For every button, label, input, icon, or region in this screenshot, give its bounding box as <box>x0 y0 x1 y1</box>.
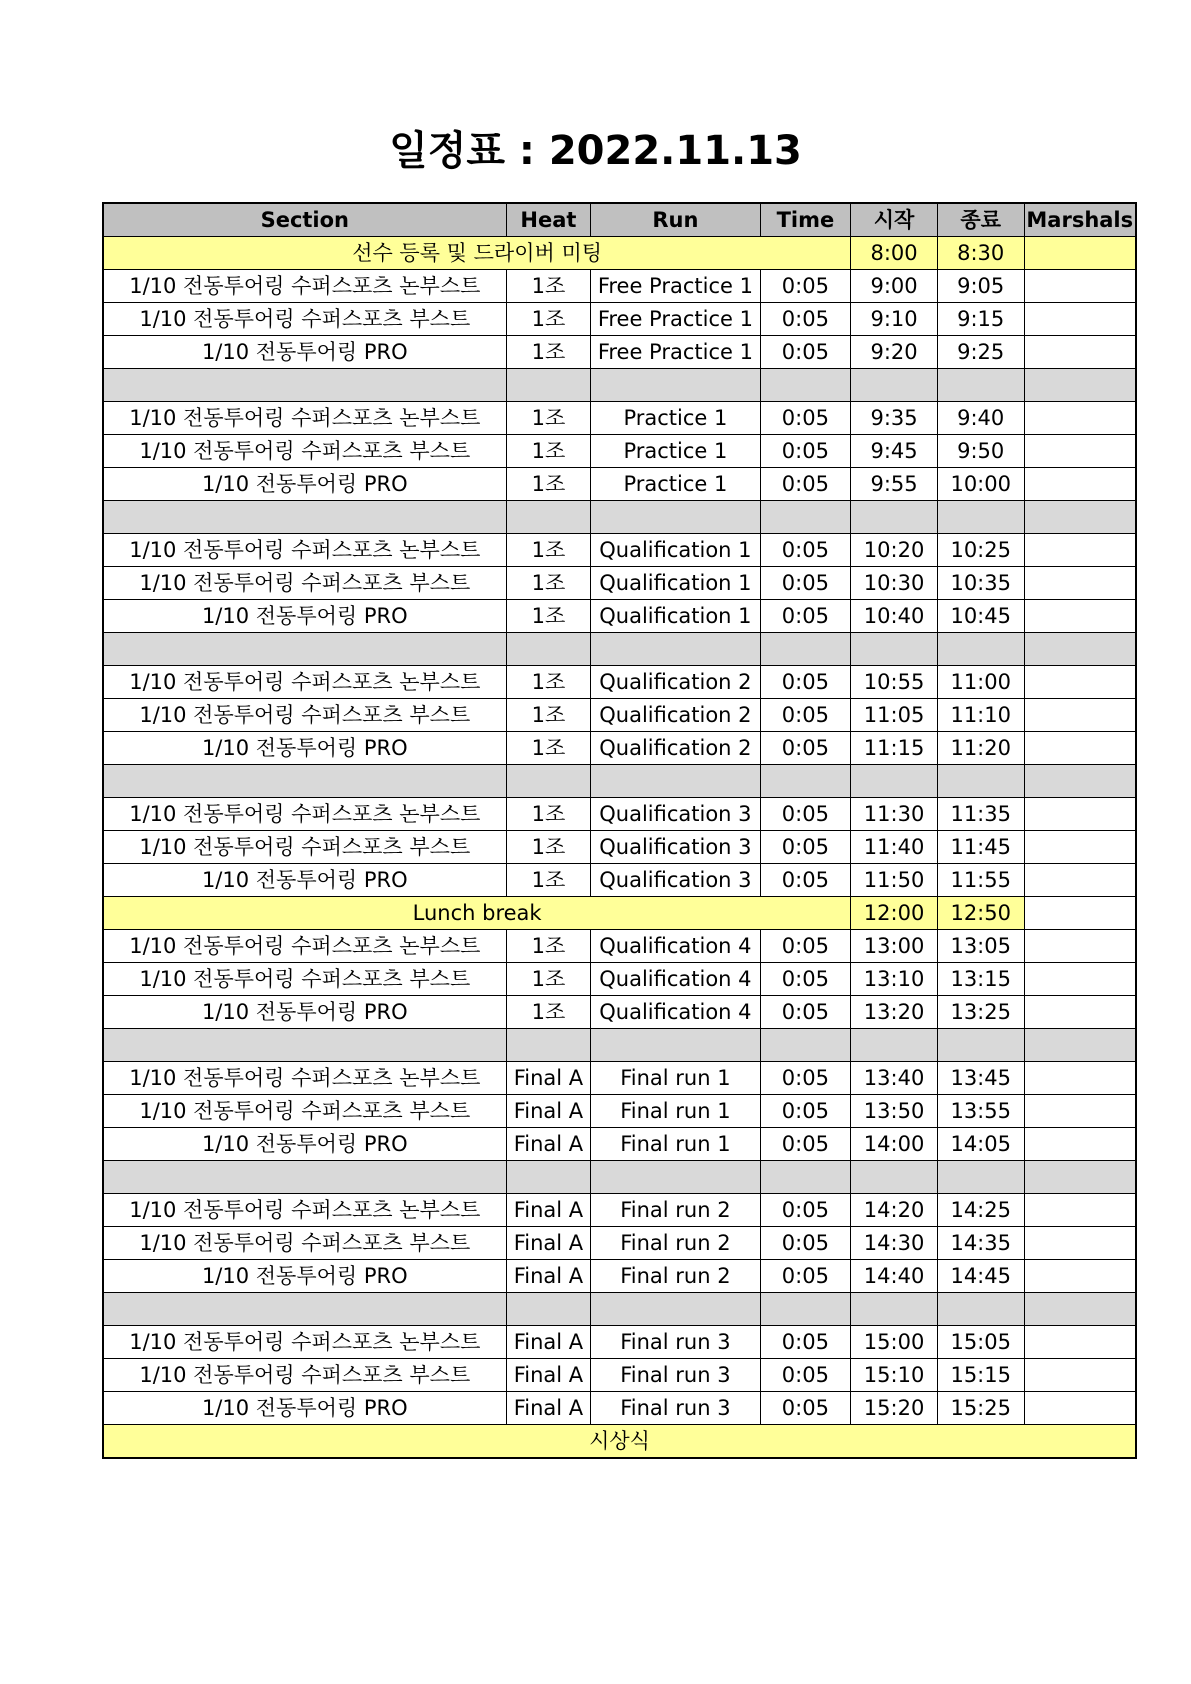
cell-run: Free Practice 1 <box>591 303 760 336</box>
cell-marshals <box>1024 1227 1136 1260</box>
cell-marshals <box>1024 336 1136 369</box>
cell-start: 11:05 <box>851 699 938 732</box>
cell-time: 0:05 <box>760 1128 851 1161</box>
cell-time: 0:05 <box>760 468 851 501</box>
separator-row <box>103 1029 1136 1062</box>
cell-run: Qualification 2 <box>591 666 760 699</box>
cell-start: 14:20 <box>851 1194 938 1227</box>
cell-time: 0:05 <box>760 402 851 435</box>
cell-end: 15:05 <box>937 1326 1024 1359</box>
cell-section: 1/10 전동투어링 수퍼스포츠 논부스트 <box>103 1062 506 1095</box>
cell-section: 1/10 전동투어링 PRO <box>103 468 506 501</box>
separator-cell <box>103 1293 506 1326</box>
table-row <box>103 270 1136 303</box>
separator-cell <box>591 501 760 534</box>
separator-cell <box>937 633 1024 666</box>
cell-run: Final run 3 <box>591 1326 760 1359</box>
table-row <box>103 435 1136 468</box>
separator-cell <box>760 501 851 534</box>
award-row <box>103 1425 1136 1459</box>
cell-end: 9:50 <box>937 435 1024 468</box>
table-row <box>103 1194 1136 1227</box>
cell-end: 11:45 <box>937 831 1024 864</box>
separator-cell <box>103 1161 506 1194</box>
cell-time: 0:05 <box>760 1260 851 1293</box>
cell-end: 10:25 <box>937 534 1024 567</box>
separator-cell <box>506 1161 591 1194</box>
cell-section: 1/10 전동투어링 수퍼스포츠 부스트 <box>103 303 506 336</box>
cell-heat: 1조 <box>506 666 591 699</box>
cell-time: 0:05 <box>760 600 851 633</box>
separator-cell <box>506 1029 591 1062</box>
cell-time: 0:05 <box>760 534 851 567</box>
cell-heat: Final A <box>506 1326 591 1359</box>
cell-section: 1/10 전동투어링 수퍼스포츠 논부스트 <box>103 270 506 303</box>
table-row <box>103 468 1136 501</box>
separator-cell <box>851 1293 938 1326</box>
cell-start: 13:00 <box>851 930 938 963</box>
cell-start: 10:20 <box>851 534 938 567</box>
cell-marshals <box>1024 270 1136 303</box>
cell-marshals <box>1024 732 1136 765</box>
cell-marshals <box>1024 666 1136 699</box>
cell-section: 1/10 전동투어링 PRO <box>103 600 506 633</box>
cell-section: 1/10 전동투어링 수퍼스포츠 부스트 <box>103 699 506 732</box>
separator-cell <box>1024 1161 1136 1194</box>
table-row <box>103 1359 1136 1392</box>
cell-marshals <box>1024 798 1136 831</box>
table-row <box>103 732 1136 765</box>
cell-start: 9:45 <box>851 435 938 468</box>
cell-start: 11:15 <box>851 732 938 765</box>
cell-time: 0:05 <box>760 699 851 732</box>
cell-run: Final run 2 <box>591 1194 760 1227</box>
table-row <box>103 831 1136 864</box>
cell-run: Final run 2 <box>591 1227 760 1260</box>
cell-marshals <box>1024 1392 1136 1425</box>
cell-section: 1/10 전동투어링 수퍼스포츠 부스트 <box>103 963 506 996</box>
separator-row <box>103 765 1136 798</box>
cell-heat: Final A <box>506 1128 591 1161</box>
cell-end: 11:00 <box>937 666 1024 699</box>
cell-heat: Final A <box>506 1062 591 1095</box>
table-row <box>103 864 1136 897</box>
cell-run: Qualification 2 <box>591 732 760 765</box>
cell-heat: Final A <box>506 1194 591 1227</box>
table-row <box>103 1227 1136 1260</box>
cell-heat: 1조 <box>506 996 591 1029</box>
table-row <box>103 1128 1136 1161</box>
cell-end: 15:15 <box>937 1359 1024 1392</box>
cell-end: 9:05 <box>937 270 1024 303</box>
cell-end: 10:35 <box>937 567 1024 600</box>
cell-marshals <box>1024 996 1136 1029</box>
cell-heat: Final A <box>506 1260 591 1293</box>
separator-cell <box>591 1029 760 1062</box>
cell-marshals <box>1024 864 1136 897</box>
separator-cell <box>103 369 506 402</box>
separator-cell <box>937 1293 1024 1326</box>
separator-cell <box>851 369 938 402</box>
cell-time: 0:05 <box>760 567 851 600</box>
cell-time: 0:05 <box>760 864 851 897</box>
cell-heat: Final A <box>506 1227 591 1260</box>
cell-section: 1/10 전동투어링 수퍼스포츠 부스트 <box>103 1227 506 1260</box>
separator-cell <box>1024 1293 1136 1326</box>
separator-cell <box>937 765 1024 798</box>
cell-section: 1/10 전동투어링 수퍼스포츠 논부스트 <box>103 1194 506 1227</box>
table-row <box>103 402 1136 435</box>
cell-run: Qualification 1 <box>591 600 760 633</box>
header-end: 종료 <box>937 203 1024 237</box>
cell-run: Final run 1 <box>591 1062 760 1095</box>
cell-run: Qualification 4 <box>591 963 760 996</box>
table-row <box>103 1326 1136 1359</box>
cell-run: Practice 1 <box>591 435 760 468</box>
cell-heat: 1조 <box>506 435 591 468</box>
cell-start: 10:40 <box>851 600 938 633</box>
cell-marshals <box>1024 567 1136 600</box>
header-marshals: Marshals <box>1024 203 1136 237</box>
separator-cell <box>506 369 591 402</box>
cell-start: 9:55 <box>851 468 938 501</box>
separator-row <box>103 369 1136 402</box>
separator-cell <box>103 1029 506 1062</box>
cell-end: 13:45 <box>937 1062 1024 1095</box>
cell-start: 10:30 <box>851 567 938 600</box>
cell-run: Qualification 1 <box>591 534 760 567</box>
cell-end: 13:55 <box>937 1095 1024 1128</box>
separator-cell <box>506 1293 591 1326</box>
separator-cell <box>506 633 591 666</box>
lunch-start: 12:00 <box>851 897 938 930</box>
cell-heat: 1조 <box>506 567 591 600</box>
cell-end: 15:25 <box>937 1392 1024 1425</box>
cell-run: Final run 2 <box>591 1260 760 1293</box>
cell-start: 13:10 <box>851 963 938 996</box>
registration-row <box>103 237 1136 270</box>
table-row <box>103 336 1136 369</box>
table-row <box>103 600 1136 633</box>
cell-end: 13:05 <box>937 930 1024 963</box>
cell-run: Qualification 3 <box>591 798 760 831</box>
cell-heat: 1조 <box>506 270 591 303</box>
cell-section: 1/10 전동투어링 수퍼스포츠 부스트 <box>103 1359 506 1392</box>
cell-time: 0:05 <box>760 1392 851 1425</box>
cell-marshals <box>1024 1326 1136 1359</box>
cell-marshals <box>1024 1128 1136 1161</box>
separator-cell <box>103 633 506 666</box>
cell-run: Free Practice 1 <box>591 336 760 369</box>
cell-marshals <box>1024 303 1136 336</box>
cell-run: Free Practice 1 <box>591 270 760 303</box>
cell-start: 11:30 <box>851 798 938 831</box>
cell-marshals <box>1024 699 1136 732</box>
cell-start: 14:40 <box>851 1260 938 1293</box>
cell-time: 0:05 <box>760 1227 851 1260</box>
cell-heat: 1조 <box>506 699 591 732</box>
cell-start: 9:20 <box>851 336 938 369</box>
cell-heat: 1조 <box>506 600 591 633</box>
separator-cell <box>760 765 851 798</box>
cell-end: 13:25 <box>937 996 1024 1029</box>
cell-section: 1/10 전동투어링 수퍼스포츠 부스트 <box>103 831 506 864</box>
cell-start: 15:10 <box>851 1359 938 1392</box>
separator-row <box>103 1293 1136 1326</box>
cell-end: 11:55 <box>937 864 1024 897</box>
cell-end: 14:35 <box>937 1227 1024 1260</box>
cell-section: 1/10 전동투어링 PRO <box>103 864 506 897</box>
cell-section: 1/10 전동투어링 수퍼스포츠 논부스트 <box>103 534 506 567</box>
cell-start: 10:55 <box>851 666 938 699</box>
cell-time: 0:05 <box>760 666 851 699</box>
separator-cell <box>937 369 1024 402</box>
cell-time: 0:05 <box>760 1194 851 1227</box>
cell-heat: Final A <box>506 1095 591 1128</box>
separator-cell <box>760 369 851 402</box>
cell-section: 1/10 전동투어링 수퍼스포츠 부스트 <box>103 435 506 468</box>
schedule-table <box>102 202 1137 1459</box>
cell-time: 0:05 <box>760 798 851 831</box>
lunch-end: 12:50 <box>937 897 1024 930</box>
table-row <box>103 567 1136 600</box>
cell-heat: 1조 <box>506 930 591 963</box>
cell-time: 0:05 <box>760 831 851 864</box>
cell-time: 0:05 <box>760 435 851 468</box>
header-row <box>103 203 1136 237</box>
header-time: Time <box>760 203 851 237</box>
lunch-label: Lunch break <box>103 897 851 930</box>
cell-section: 1/10 전동투어링 수퍼스포츠 논부스트 <box>103 666 506 699</box>
cell-run: Qualification 3 <box>591 864 760 897</box>
registration-marshals <box>1024 237 1136 270</box>
cell-run: Qualification 4 <box>591 930 760 963</box>
cell-run: Practice 1 <box>591 468 760 501</box>
lunch-marshals <box>1024 897 1136 930</box>
cell-section: 1/10 전동투어링 수퍼스포츠 논부스트 <box>103 402 506 435</box>
cell-time: 0:05 <box>760 1095 851 1128</box>
header-run: Run <box>591 203 760 237</box>
page-title: 일정표 : 2022.11.13 <box>389 128 802 174</box>
table-row <box>103 996 1136 1029</box>
cell-heat: 1조 <box>506 798 591 831</box>
cell-section: 1/10 전동투어링 PRO <box>103 1260 506 1293</box>
cell-heat: 1조 <box>506 303 591 336</box>
cell-heat: 1조 <box>506 831 591 864</box>
table-row <box>103 963 1136 996</box>
cell-time: 0:05 <box>760 303 851 336</box>
header-heat: Heat <box>506 203 591 237</box>
cell-marshals <box>1024 468 1136 501</box>
cell-time: 0:05 <box>760 1359 851 1392</box>
separator-cell <box>591 633 760 666</box>
cell-end: 14:25 <box>937 1194 1024 1227</box>
cell-heat: Final A <box>506 1392 591 1425</box>
cell-run: Qualification 4 <box>591 996 760 1029</box>
header-start: 시작 <box>851 203 938 237</box>
cell-end: 10:00 <box>937 468 1024 501</box>
cell-end: 14:05 <box>937 1128 1024 1161</box>
cell-start: 9:35 <box>851 402 938 435</box>
separator-cell <box>103 765 506 798</box>
cell-heat: 1조 <box>506 534 591 567</box>
cell-marshals <box>1024 1194 1136 1227</box>
separator-cell <box>760 1293 851 1326</box>
separator-cell <box>591 1161 760 1194</box>
cell-section: 1/10 전동투어링 PRO <box>103 996 506 1029</box>
cell-run: Final run 3 <box>591 1359 760 1392</box>
separator-cell <box>1024 633 1136 666</box>
separator-cell <box>591 369 760 402</box>
cell-run: Final run 3 <box>591 1392 760 1425</box>
cell-marshals <box>1024 534 1136 567</box>
table-row <box>103 534 1136 567</box>
separator-cell <box>937 1161 1024 1194</box>
cell-end: 11:10 <box>937 699 1024 732</box>
registration-start: 8:00 <box>851 237 938 270</box>
cell-run: Final run 1 <box>591 1128 760 1161</box>
cell-section: 1/10 전동투어링 PRO <box>103 336 506 369</box>
separator-row <box>103 633 1136 666</box>
separator-cell <box>851 1161 938 1194</box>
table-row <box>103 1095 1136 1128</box>
table-row <box>103 699 1136 732</box>
registration-end: 8:30 <box>937 237 1024 270</box>
cell-end: 9:15 <box>937 303 1024 336</box>
table-row <box>103 303 1136 336</box>
cell-end: 11:35 <box>937 798 1024 831</box>
cell-section: 1/10 전동투어링 PRO <box>103 1392 506 1425</box>
cell-end: 14:45 <box>937 1260 1024 1293</box>
cell-start: 11:50 <box>851 864 938 897</box>
cell-time: 0:05 <box>760 1326 851 1359</box>
cell-marshals <box>1024 1359 1136 1392</box>
cell-section: 1/10 전동투어링 PRO <box>103 1128 506 1161</box>
separator-row <box>103 1161 1136 1194</box>
header-section: Section <box>103 203 506 237</box>
cell-marshals <box>1024 1062 1136 1095</box>
cell-start: 9:00 <box>851 270 938 303</box>
cell-start: 9:10 <box>851 303 938 336</box>
cell-time: 0:05 <box>760 1062 851 1095</box>
cell-heat: 1조 <box>506 732 591 765</box>
cell-heat: 1조 <box>506 336 591 369</box>
cell-heat: 1조 <box>506 402 591 435</box>
cell-heat: 1조 <box>506 963 591 996</box>
separator-row <box>103 501 1136 534</box>
separator-cell <box>851 1029 938 1062</box>
separator-cell <box>937 1029 1024 1062</box>
cell-start: 15:20 <box>851 1392 938 1425</box>
cell-start: 13:20 <box>851 996 938 1029</box>
separator-cell <box>103 501 506 534</box>
cell-end: 9:25 <box>937 336 1024 369</box>
separator-cell <box>760 1161 851 1194</box>
cell-section: 1/10 전동투어링 PRO <box>103 732 506 765</box>
separator-cell <box>760 633 851 666</box>
cell-start: 14:30 <box>851 1227 938 1260</box>
cell-run: Practice 1 <box>591 402 760 435</box>
award-label: 시상식 <box>103 1425 1136 1459</box>
cell-run: Final run 1 <box>591 1095 760 1128</box>
table-row <box>103 930 1136 963</box>
registration-label: 선수 등록 및 드라이버 미팅 <box>103 237 851 270</box>
cell-time: 0:05 <box>760 996 851 1029</box>
cell-start: 13:40 <box>851 1062 938 1095</box>
cell-marshals <box>1024 600 1136 633</box>
cell-end: 9:40 <box>937 402 1024 435</box>
cell-run: Qualification 3 <box>591 831 760 864</box>
separator-cell <box>851 765 938 798</box>
cell-section: 1/10 전동투어링 수퍼스포츠 부스트 <box>103 1095 506 1128</box>
cell-marshals <box>1024 402 1136 435</box>
cell-time: 0:05 <box>760 336 851 369</box>
separator-cell <box>591 1293 760 1326</box>
separator-cell <box>591 765 760 798</box>
table-row <box>103 666 1136 699</box>
cell-time: 0:05 <box>760 732 851 765</box>
table-row <box>103 1392 1136 1425</box>
cell-marshals <box>1024 963 1136 996</box>
table-row <box>103 798 1136 831</box>
cell-end: 13:15 <box>937 963 1024 996</box>
table-row <box>103 1062 1136 1095</box>
cell-section: 1/10 전동투어링 수퍼스포츠 논부스트 <box>103 798 506 831</box>
cell-heat: 1조 <box>506 468 591 501</box>
cell-marshals <box>1024 930 1136 963</box>
separator-cell <box>1024 501 1136 534</box>
cell-time: 0:05 <box>760 270 851 303</box>
cell-heat: Final A <box>506 1359 591 1392</box>
separator-cell <box>760 1029 851 1062</box>
separator-cell <box>1024 1029 1136 1062</box>
separator-cell <box>851 633 938 666</box>
cell-end: 10:45 <box>937 600 1024 633</box>
cell-section: 1/10 전동투어링 수퍼스포츠 부스트 <box>103 567 506 600</box>
separator-cell <box>506 765 591 798</box>
cell-marshals <box>1024 831 1136 864</box>
cell-section: 1/10 전동투어링 수퍼스포츠 논부스트 <box>103 930 506 963</box>
cell-marshals <box>1024 1260 1136 1293</box>
cell-time: 0:05 <box>760 963 851 996</box>
lunch-row <box>103 897 1136 930</box>
cell-start: 14:00 <box>851 1128 938 1161</box>
cell-marshals <box>1024 435 1136 468</box>
cell-run: Qualification 2 <box>591 699 760 732</box>
separator-cell <box>506 501 591 534</box>
separator-cell <box>1024 369 1136 402</box>
cell-start: 13:50 <box>851 1095 938 1128</box>
separator-cell <box>937 501 1024 534</box>
table-row <box>103 1260 1136 1293</box>
separator-cell <box>1024 765 1136 798</box>
cell-end: 11:20 <box>937 732 1024 765</box>
separator-cell <box>851 501 938 534</box>
cell-start: 11:40 <box>851 831 938 864</box>
cell-section: 1/10 전동투어링 수퍼스포츠 논부스트 <box>103 1326 506 1359</box>
cell-start: 15:00 <box>851 1326 938 1359</box>
cell-heat: 1조 <box>506 864 591 897</box>
cell-time: 0:05 <box>760 930 851 963</box>
cell-run: Qualification 1 <box>591 567 760 600</box>
cell-marshals <box>1024 1095 1136 1128</box>
